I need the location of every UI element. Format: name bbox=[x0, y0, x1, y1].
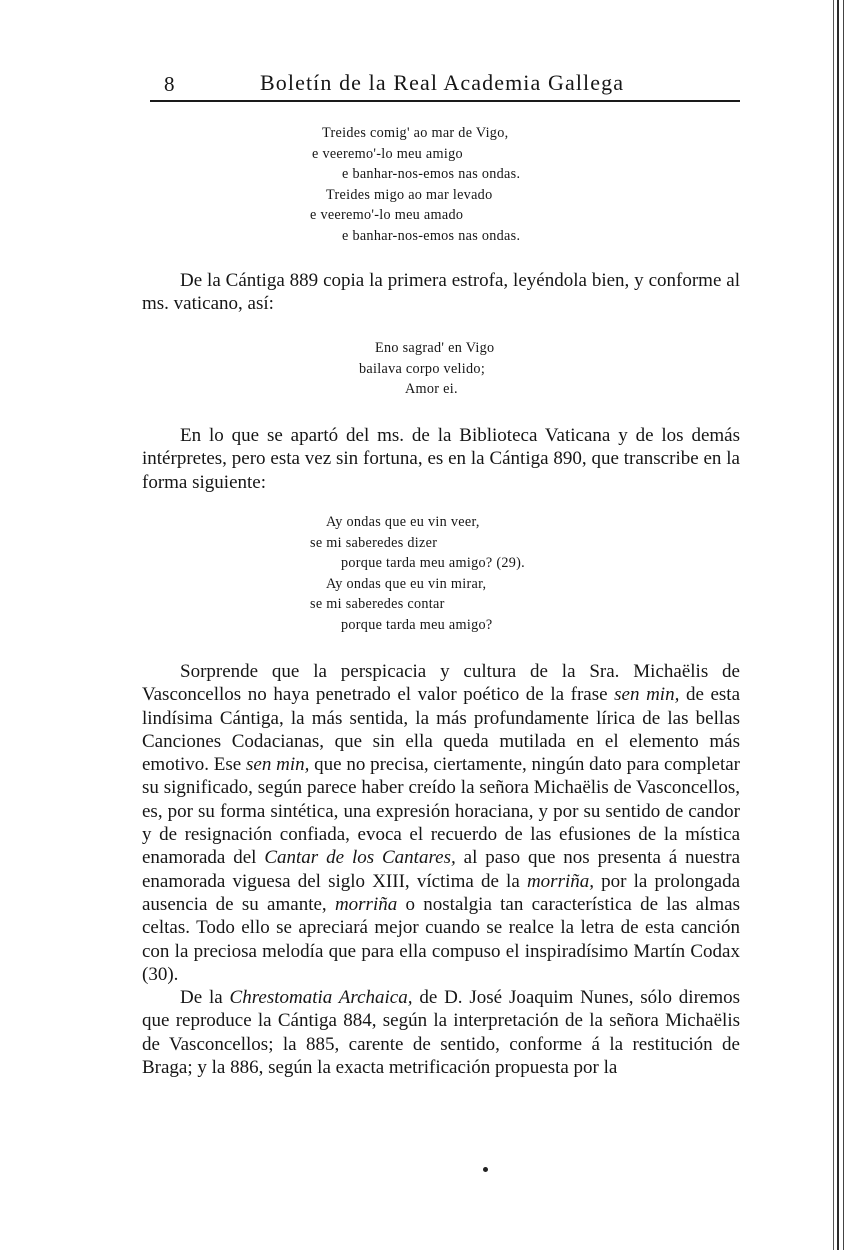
verse-line: e banhar-nos-emos nas ondas. bbox=[342, 227, 521, 244]
verse-block-cantiga-889 bbox=[355, 338, 494, 400]
scanned-page-edge bbox=[828, 0, 850, 1250]
paragraph-sen-min: Sorprende que la perspicacia y cultura de la Sra. Michaëlis de Vasconcellos no haya penetrado el valor poético de la frase sen min, de esta lindísima Cántiga, la más sentida, la más profundamente lírica de las bellas Canciones Codacianas, que sin ella queda mutilada en el elemento más emotivo. Ese sen min, que no precisa, ciertamente, ningún dato para completar su significado, según parece haber creído la señora Michaëlis de Vasconcellos, es, por su forma sintética, una expresión horaciana, y por su sentido de candor y de resignación confiada, evoca el recuerdo de las efusiones de la mística enamorada del Cantar de los Cantares, al paso que nos presenta á nuestra enamorada viguesa del siglo XIII, víctima de la morriña, por la prolongada ausencia de su amante, morriña o nostalgia tan característica de las almas celtas. Todo ello se apreciará mejor cuando se realce la letra de esta canción con la preciosa melodía que para ella compuso el inspiradísimo Martín Codax (30). bbox=[142, 661, 741, 985]
paragraph-cantiga-890 bbox=[142, 424, 740, 494]
paragraph-text: En lo que se apartó del ms. de la Biblioteca Vaticana y de los demás intérpretes, pero esta vez sin fortuna, es en la Cántiga 890, que transcribe en la forma siguiente: bbox=[142, 425, 740, 493]
printing-speck bbox=[483, 1167, 488, 1172]
verse-line: porque tarda meu amigo? (29). bbox=[341, 555, 526, 572]
verse-line: Ay ondas que eu vin mirar, bbox=[326, 575, 487, 592]
header-rule bbox=[150, 100, 740, 102]
body-text bbox=[142, 660, 740, 1079]
paragraph-text: De la Cántiga 889 copia la primera estrofa, leyéndola bien, y conforme al ms. vaticano, así: bbox=[142, 270, 740, 315]
paragraph-cantiga-889 bbox=[142, 269, 740, 316]
verse-block-cantiga-890 bbox=[308, 512, 525, 636]
verse-line: Amor ei. bbox=[405, 381, 458, 398]
verse-block-cantiga-887 bbox=[308, 123, 520, 247]
verse-line: se mi saberedes dizer bbox=[310, 534, 438, 551]
verse-line: e veeremo'-lo meu amigo bbox=[312, 145, 463, 162]
verse-line: Treides migo ao mar levado bbox=[326, 186, 493, 203]
verse-line: Eno sagrad' en Vigo bbox=[375, 340, 495, 356]
journal-title: Boletín de la Real Academia Gallega bbox=[260, 70, 625, 95]
verse-line: e banhar-nos-emos nas ondas. bbox=[342, 166, 521, 183]
verse-line: Treides comig' ao mar de Vigo, bbox=[322, 125, 509, 141]
verse-line: bailava corpo velido; bbox=[359, 360, 486, 377]
page-number: 8 bbox=[164, 72, 175, 96]
paragraph-chrestomatia: De la Chrestomatia Archaica, de D. José Joaquim Nunes, sólo diremos que reproduce la Cántiga 884, según la interpretación de la señora Michaëlis de Vasconcellos; la 885, carente de sentido, conforme á la restitución de Braga; y la 886, según la exacta metrificación propuesta por la bbox=[142, 987, 741, 1079]
verse-line: se mi saberedes contar bbox=[310, 596, 445, 613]
verse-line: e veeremo'-lo meu amado bbox=[310, 207, 464, 224]
running-header bbox=[150, 64, 740, 102]
verse-line: Ay ondas que eu vin veer, bbox=[326, 514, 480, 530]
verse-line: porque tarda meu amigo? bbox=[341, 616, 493, 633]
